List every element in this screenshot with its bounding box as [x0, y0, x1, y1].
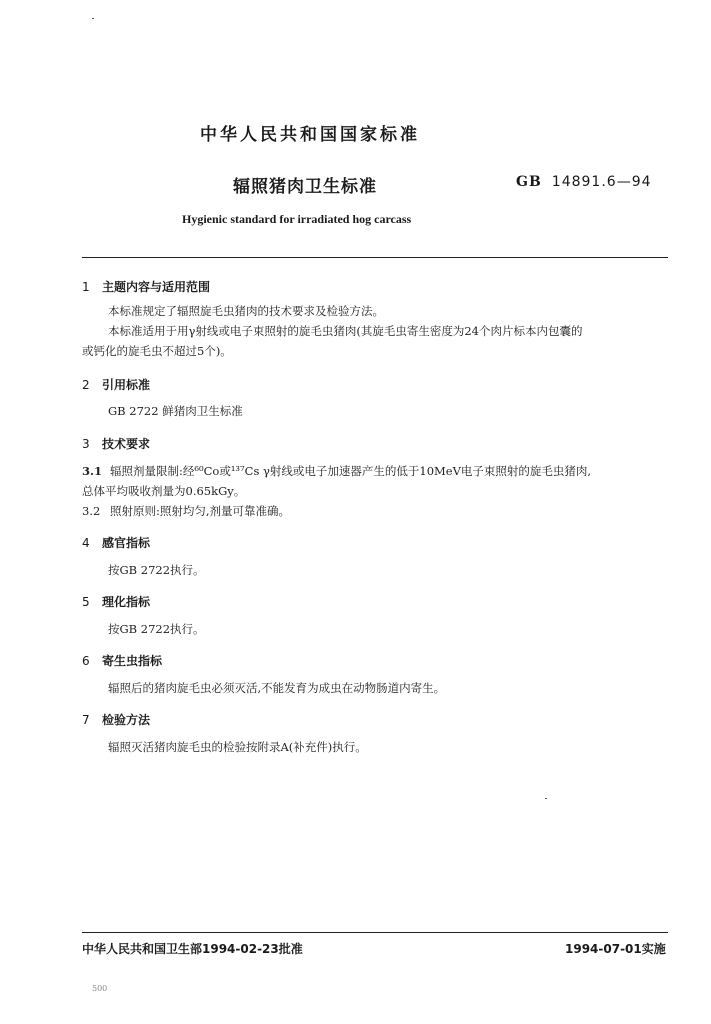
header-divider	[82, 257, 668, 258]
section-1-paragraph-2-line-1: 本标准适用于用γ射线或电子束照射的旋毛虫猪肉(其旋毛虫寄生密度为24个肉片标本内包囊的	[108, 324, 583, 338]
footer-divider	[82, 932, 668, 933]
page-number: 500	[92, 984, 108, 993]
clause-number: 3.2	[82, 504, 101, 518]
section-4-heading	[82, 534, 150, 551]
section-number: 1	[82, 280, 90, 294]
section-number: 3	[82, 437, 90, 451]
section-title: 技术要求	[102, 437, 151, 451]
section-5-paragraph: 按GB 2722执行。	[108, 622, 205, 636]
section-3-heading	[82, 435, 150, 452]
scan-speck	[545, 798, 547, 799]
section-6-heading	[82, 652, 162, 669]
section-number: 6	[82, 654, 90, 668]
english-title: Hygienic standard for irradiated hog carcass	[182, 212, 412, 226]
section-title: 理化指标	[102, 595, 151, 609]
section-title: 引用标准	[102, 378, 151, 392]
standard-number	[516, 174, 652, 190]
section-number: 4	[82, 536, 90, 550]
section-number: 2	[82, 378, 90, 392]
section-7-heading	[82, 711, 150, 728]
section-1-paragraph-1: 本标准规定了辐照旋毛虫猪肉的技术要求及检验方法。	[108, 304, 384, 318]
section-2-heading	[82, 376, 150, 393]
clause-text: 辐照剂量限制:经⁶⁰Co或¹³⁷Cs γ射线或电子加速器产生的低于10MeV电子束照射的旋毛虫猪肉,	[110, 464, 592, 478]
section-title: 感官指标	[102, 536, 151, 550]
section-5-heading	[82, 593, 150, 610]
clause-text: 照射原则:照射均匀,剂量可靠准确。	[110, 504, 291, 518]
standard-prefix: GB	[516, 174, 542, 190]
section-title: 寄生虫指标	[102, 654, 163, 668]
effective-date: 1994-07-01实施	[565, 942, 666, 956]
section-7-paragraph: 辐照灭活猪肉旋毛虫的检验按附录A(补充件)执行。	[108, 740, 367, 754]
scan-speck	[92, 18, 94, 19]
document-title: 辐照猪肉卫生标准	[233, 177, 377, 197]
clause-number: 3.1	[82, 464, 103, 478]
clause-3-2	[82, 503, 290, 519]
standard-code: 14891.6—94	[551, 174, 652, 190]
section-1-paragraph-2-line-2: 或钙化的旋毛虫不超过5个)。	[82, 344, 232, 358]
section-4-paragraph: 按GB 2722执行。	[108, 563, 205, 577]
section-2-reference: GB 2722 鲜猪肉卫生标准	[108, 404, 243, 418]
section-title: 主题内容与适用范围	[102, 280, 211, 294]
section-1-heading	[82, 278, 210, 295]
approval-line: 中华人民共和国卫生部1994-02-23批准	[82, 942, 303, 956]
section-number: 7	[82, 713, 90, 727]
section-6-paragraph: 辐照后的猪肉旋毛虫必须灭活,不能发育为成虫在动物肠道内寄生。	[108, 681, 446, 695]
section-title: 检验方法	[102, 713, 151, 727]
national-standard-heading: 中华人民共和国国家标准	[200, 125, 420, 145]
clause-3-1-line-1	[82, 463, 591, 479]
section-number: 5	[82, 595, 90, 609]
clause-3-1-line-2: 总体平均吸收剂量为0.65kGy。	[82, 484, 246, 498]
